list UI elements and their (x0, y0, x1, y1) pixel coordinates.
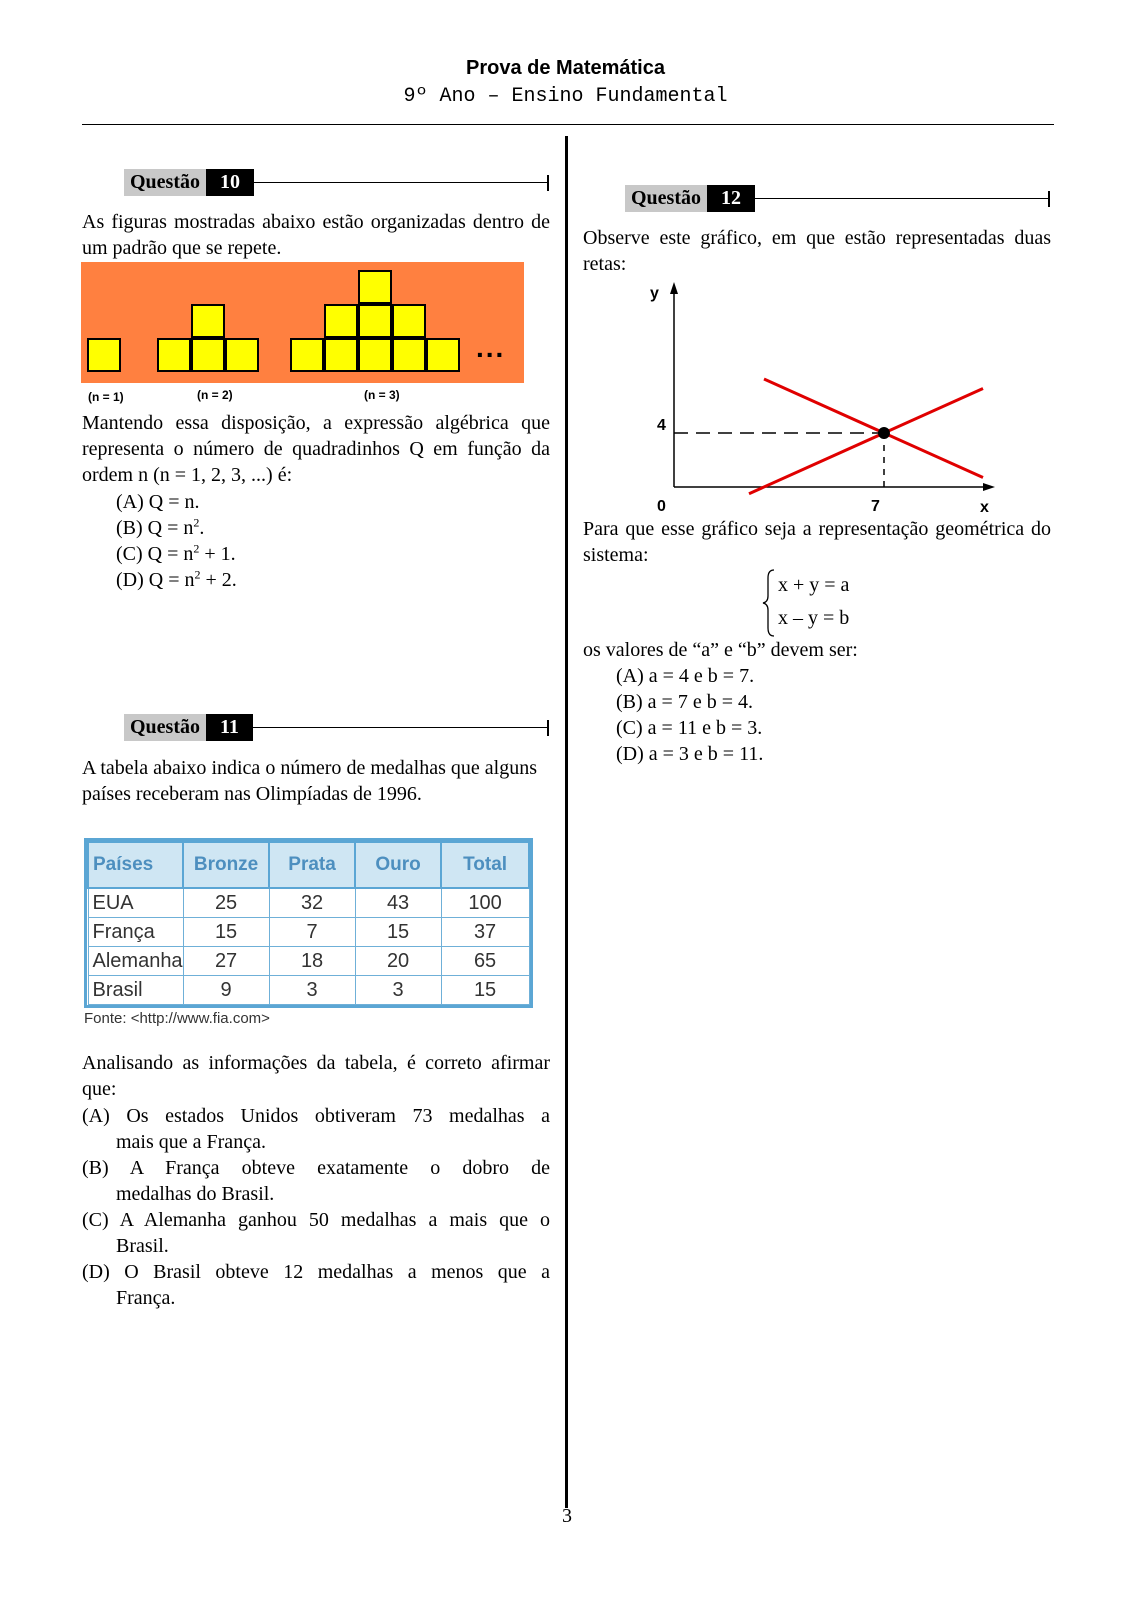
option-d: (D) a = 3 e b = 11. (616, 743, 764, 765)
square (392, 304, 426, 338)
figure-label-n1: (n = 1) (88, 390, 124, 404)
option-b: (B) $Q = n^2$. (116, 515, 205, 539)
col-header: Países (88, 842, 183, 888)
y-tick-label: 4 (657, 417, 666, 434)
cell: França (88, 918, 183, 947)
question-12-options (616, 663, 763, 767)
cell: 3 (269, 976, 355, 1005)
table-row (88, 947, 529, 976)
square (87, 338, 121, 372)
cell: 65 (441, 947, 529, 976)
exam-subtitle: 9º Ano – Ensino Fundamental (403, 85, 728, 108)
equation-system (762, 568, 892, 638)
square (358, 338, 392, 372)
y-axis-arrow (670, 282, 678, 294)
question-label: Questão (625, 185, 707, 212)
header-rule (82, 124, 1054, 125)
question-12-prompt: os valores de “a” e “b” devem ser: (583, 639, 858, 661)
cell: 27 (183, 947, 269, 976)
option-a: (A) Q = n. (116, 491, 200, 513)
medals-table (87, 841, 530, 1005)
question-12-header (625, 185, 1050, 212)
cell: 15 (355, 918, 441, 947)
col-header: Total (441, 842, 529, 888)
question-10-options (116, 489, 237, 593)
square (358, 270, 392, 304)
question-10-header (124, 169, 549, 196)
cell: 3 (355, 976, 441, 1005)
figure-label-n3: (n = 3) (364, 388, 400, 402)
ellipsis: ... (476, 332, 506, 363)
option-c: (C) $Q = n^2 + 1$. (116, 541, 236, 565)
cell: 9 (183, 976, 269, 1005)
cell: Brasil (88, 976, 183, 1005)
equation-2: x – y = b (778, 607, 850, 629)
question-10-intro: As figuras mostradas abaixo estão organizadas dentro de um padrão que se repete. (82, 211, 550, 259)
exam-title: Prova de Matemática (466, 57, 665, 79)
question-number: 11 (206, 714, 253, 741)
cell: 37 (441, 918, 529, 947)
question-11-options (82, 1103, 550, 1311)
square (324, 304, 358, 338)
question-label: Questão (124, 714, 206, 741)
table-row (88, 976, 529, 1005)
line-series-2 (749, 388, 983, 493)
square (290, 338, 324, 372)
question-10-text: Mantendo essa disposição, a expressão algébrica que representa o número de quadradinhos Q em função da ordem n (n = 1, 2, 3, ...) é: (82, 412, 550, 486)
square (191, 338, 225, 372)
option-d: (D) O Brasil obteve 12 medalhas a menos que a França. (82, 1261, 550, 1309)
x-axis-label: x (980, 499, 989, 516)
cell: 100 (441, 888, 529, 918)
question-11-intro: A tabela abaixo indica o número de medalhas que alguns países receberam nas Olimpíadas de 1996. (82, 757, 537, 805)
option-b: (B) A França obteve exatamente o dobro de medalhas do Brasil. (82, 1157, 550, 1205)
origin-label: 0 (657, 498, 666, 515)
option-c: (C) a = 11 e b = 3. (616, 717, 763, 739)
header-line (755, 198, 1048, 199)
cell: Alemanha (88, 947, 183, 976)
table-row (88, 918, 529, 947)
question-12-text: Para que esse gráfico seja a representação geométrica do sistema: (583, 518, 1051, 566)
table-header-row (88, 842, 529, 888)
figure-label-n2: (n = 2) (197, 388, 233, 402)
equation-1: x + y = a (778, 574, 850, 596)
cell: 20 (355, 947, 441, 976)
question-11-text: Analisando as informações da tabela, é correto afirmar que: (82, 1052, 550, 1100)
table-row (88, 888, 529, 918)
col-header: Prata (269, 842, 355, 888)
question-12-intro: Observe este gráfico, em que estão representadas duas retas: (583, 227, 1051, 275)
cell: 25 (183, 888, 269, 918)
square-pattern-figure (81, 262, 524, 383)
line-series-1 (764, 379, 983, 478)
option-a: (A) a = 4 e b = 7. (616, 665, 755, 687)
header-line (254, 182, 547, 183)
lines-graph (630, 280, 1010, 520)
option-c: (C) A Alemanha ganhou 50 medalhas a mais que o Brasil. (82, 1209, 550, 1257)
medals-table-wrapper (84, 838, 533, 1027)
page-number: 3 (562, 1505, 572, 1527)
question-11-header (124, 714, 549, 741)
cell: 43 (355, 888, 441, 918)
cell: EUA (88, 888, 183, 918)
col-header: Ouro (355, 842, 441, 888)
cell: 15 (183, 918, 269, 947)
square (426, 338, 460, 372)
table-source: Fonte: <http://www.fia.com> (84, 1010, 270, 1027)
option-d: (D) $Q = n^2 + 2$. (116, 567, 237, 591)
square (392, 338, 426, 372)
col-header: Bronze (183, 842, 269, 888)
square (324, 338, 358, 372)
brace-icon (762, 568, 776, 638)
header-line-end (547, 720, 549, 736)
header-line-end (1048, 191, 1050, 207)
cell: 7 (269, 918, 355, 947)
cell: 18 (269, 947, 355, 976)
intersection-point (878, 427, 890, 439)
column-divider (565, 136, 568, 1508)
x-tick-label: 7 (871, 498, 880, 515)
question-number: 10 (206, 169, 254, 196)
header-line (253, 727, 547, 728)
square (358, 304, 392, 338)
option-a: (A) Os estados Unidos obtiveram 73 medalhas a mais que a França. (82, 1105, 551, 1153)
cell: 32 (269, 888, 355, 918)
cell: 15 (441, 976, 529, 1005)
x-axis-arrow (983, 483, 995, 491)
square (157, 338, 191, 372)
y-axis-label: y (650, 285, 659, 302)
square (225, 338, 259, 372)
question-label: Questão (124, 169, 206, 196)
square (191, 304, 225, 338)
header-line-end (547, 175, 549, 191)
option-b: (B) a = 7 e b = 4. (616, 691, 753, 713)
question-number: 12 (707, 185, 755, 212)
